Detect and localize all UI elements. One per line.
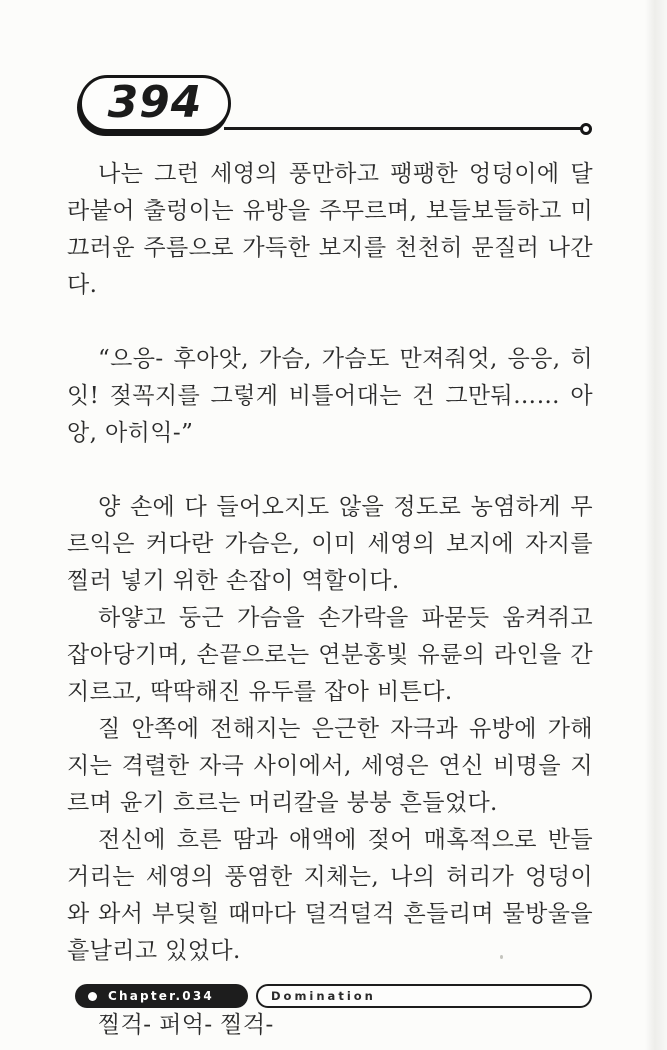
chapter-label: Chapter.034 xyxy=(108,989,214,1003)
bullet-icon xyxy=(88,992,97,1001)
scan-speck xyxy=(500,955,503,959)
line-end-ring-icon xyxy=(580,123,592,135)
paragraph-sound-effect: 찔걱- 퍼억- 찔걱- xyxy=(98,1012,274,1038)
paragraph: 하얗고 둥근 가슴을 손가락을 파묻듯 움켜쥐고 잡아당기며, 손끝으로는 연분홍빛 유륜의 라인을 간지르고, 딱딱해진 유두를 잡아 비튼다. xyxy=(67,605,593,705)
book-title-label: Domination xyxy=(271,989,376,1003)
paragraph-dialogue: “으응- 후아앗, 가슴, 가슴도 만져줘엇, 응응, 히잇! 젖꼭지를 그렇게 비틀어대는 건 그만둬…… 아앙, 아히익-” xyxy=(67,346,593,446)
page-number-badge xyxy=(79,75,231,132)
paragraph: 전신에 흐른 땀과 애액에 젖어 매혹적으로 반들거리는 세영의 풍염한 지체는, 나의 허리가 엉덩이와 와서 부딪힐 때마다 덜걱덜걱 흔들리며 물방울을 흩날리고 있었다. xyxy=(67,827,593,964)
page-number: 394 xyxy=(107,77,203,128)
paragraph: 질 안쪽에 전해지는 은근한 자극과 유방에 가해지는 격렬한 자극 사이에서, 세영은 연신 비명을 지르며 윤기 흐르는 머리칼을 붕붕 흔들었다. xyxy=(67,716,593,816)
page-edge-shading xyxy=(645,0,667,1050)
paragraph: 양 손에 다 들어오지도 않을 정도로 농염하게 무르익은 커다란 가슴은, 이미 세영의 보지에 자지를 찔러 넣기 위한 손잡이 역할이다. xyxy=(67,494,593,594)
header-rule xyxy=(224,127,581,130)
paragraph: 나는 그런 세영의 풍만하고 팽팽한 엉덩이에 달라붙어 출렁이는 유방을 주무르며, 보들보들하고 미끄러운 주름으로 가득한 보지를 천천히 문질러 나간다. xyxy=(67,161,593,298)
body-text xyxy=(67,156,593,1044)
chapter-badge xyxy=(75,984,248,1008)
book-title-badge xyxy=(256,984,592,1008)
